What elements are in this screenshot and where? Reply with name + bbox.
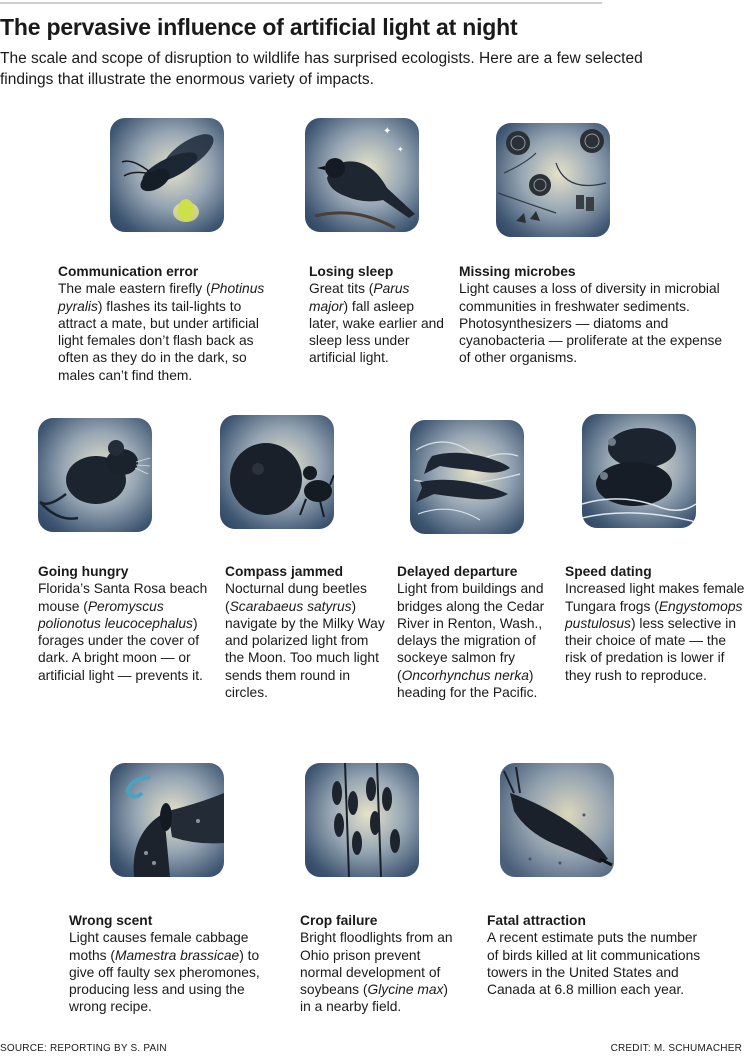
svg-text:✦: ✦ — [397, 145, 404, 154]
card-losing-sleep — [309, 263, 444, 367]
card-heading: Compass jammed — [225, 564, 344, 579]
frogs-icon — [582, 414, 696, 528]
page-subtitle: The scale and scope of disruption to wildlife has surprised ecologists. Here are a few selected findings that illustrate the enormous variety of impacts. — [0, 50, 643, 88]
card-fatal-attraction — [487, 912, 712, 998]
top-rule — [0, 2, 602, 4]
card-wrong-scent — [69, 912, 269, 1016]
species-name: Mamestra brassicae — [115, 947, 240, 963]
card-going-hungry — [38, 563, 213, 684]
card-heading: Fatal attraction — [487, 913, 586, 928]
microbes-icon — [496, 123, 610, 237]
card-heading: Speed dating — [565, 564, 652, 579]
card-heading: Missing microbes — [459, 264, 576, 279]
page-title: The pervasive influence of artificial light at night — [0, 14, 518, 40]
species-name: Glycine max — [367, 982, 444, 998]
dung-beetle-icon — [220, 415, 334, 529]
card-text: Nocturnal dung beetles (Scarabaeus satyrus) navigate by the Milky Way and polarized light from the Moon. Too much light sends them round in circles. — [225, 581, 385, 701]
card-communication-error — [58, 263, 273, 384]
card-heading: Delayed departure — [397, 564, 518, 579]
card-text: Florida’s Santa Rosa beach mouse (Peromyscus polionotus leucocephalus) forages under the cover of dark. A bright moon — or artificial light — prevents it. — [38, 581, 208, 683]
card-missing-microbes — [459, 263, 729, 367]
card-text: Great tits (Parus major) fall asleep later, wake earlier and sleep less under artificial light. — [309, 281, 444, 366]
dead-bird-icon — [500, 763, 614, 877]
great-tit-bird-icon — [305, 118, 419, 232]
card-heading: Going hungry — [38, 564, 129, 579]
card-text: A recent estimate puts the number of birds killed at lit communications towers in the United States and Canada at 6.8 million each year. — [487, 930, 701, 998]
card-text: Light causes a loss of diversity in microbial communities in freshwater sediments. Photosynthesizers — diatoms and cyanobacteria — proliferate at the expense of other organisms. — [459, 281, 723, 366]
card-compass-jammed — [225, 563, 385, 701]
mouse-icon — [38, 418, 152, 532]
card-heading: Crop failure — [300, 913, 378, 928]
card-crop-failure — [300, 912, 460, 1016]
card-text: Light causes female cabbage moths (Mamestra brassicae) to give off faulty sex pheromones, producing less and using the wrong recipe. — [69, 930, 260, 1015]
species-name: Engystomops pustulosus — [565, 598, 743, 631]
card-text: Increased light makes female Tungara frogs (Engystomops pustulosus) less selective in their choice of mate — the risk of predation is lower if they rush to reproduce. — [565, 581, 745, 683]
species-name: Scarabaeus satyrus — [229, 598, 352, 614]
card-text: Bright floodlights from an Ohio prison prevent normal development of soybeans (Glycine max) in a nearby field. — [300, 930, 453, 1015]
card-text: The male eastern firefly (Photinus pyralis) flashes its tail-lights to attract a mate, but under artificial light females don’t flash back as often as they do in the dark, so males can’t find them. — [58, 281, 265, 383]
card-text: Light from buildings and bridges along the Cedar River in Renton, Wash., delays the migration of sockeye salmon fry (Oncorhynchus nerka) heading for the Pacific. — [397, 581, 545, 701]
moth-icon — [110, 763, 224, 877]
footer-source: SOURCE: REPORTING BY S. PAIN — [0, 1043, 167, 1054]
species-name: Parus major — [309, 281, 410, 314]
svg-text:✦: ✦ — [383, 126, 392, 137]
footer-credit: CREDIT: M. SCHUMACHER — [610, 1043, 742, 1054]
card-heading: Communication error — [58, 264, 199, 279]
salmon-icon — [410, 420, 524, 534]
card-delayed-departure — [397, 563, 557, 701]
card-heading: Losing sleep — [309, 264, 394, 279]
card-speed-dating — [565, 563, 745, 684]
species-name: Photinus pyralis — [58, 281, 265, 314]
soybean-icon — [305, 763, 419, 877]
firefly-icon — [110, 118, 224, 232]
card-heading: Wrong scent — [69, 913, 153, 928]
species-name: Oncorhynchus nerka — [401, 667, 529, 683]
species-name: Peromyscus polionotus leucocephalus — [38, 598, 193, 631]
